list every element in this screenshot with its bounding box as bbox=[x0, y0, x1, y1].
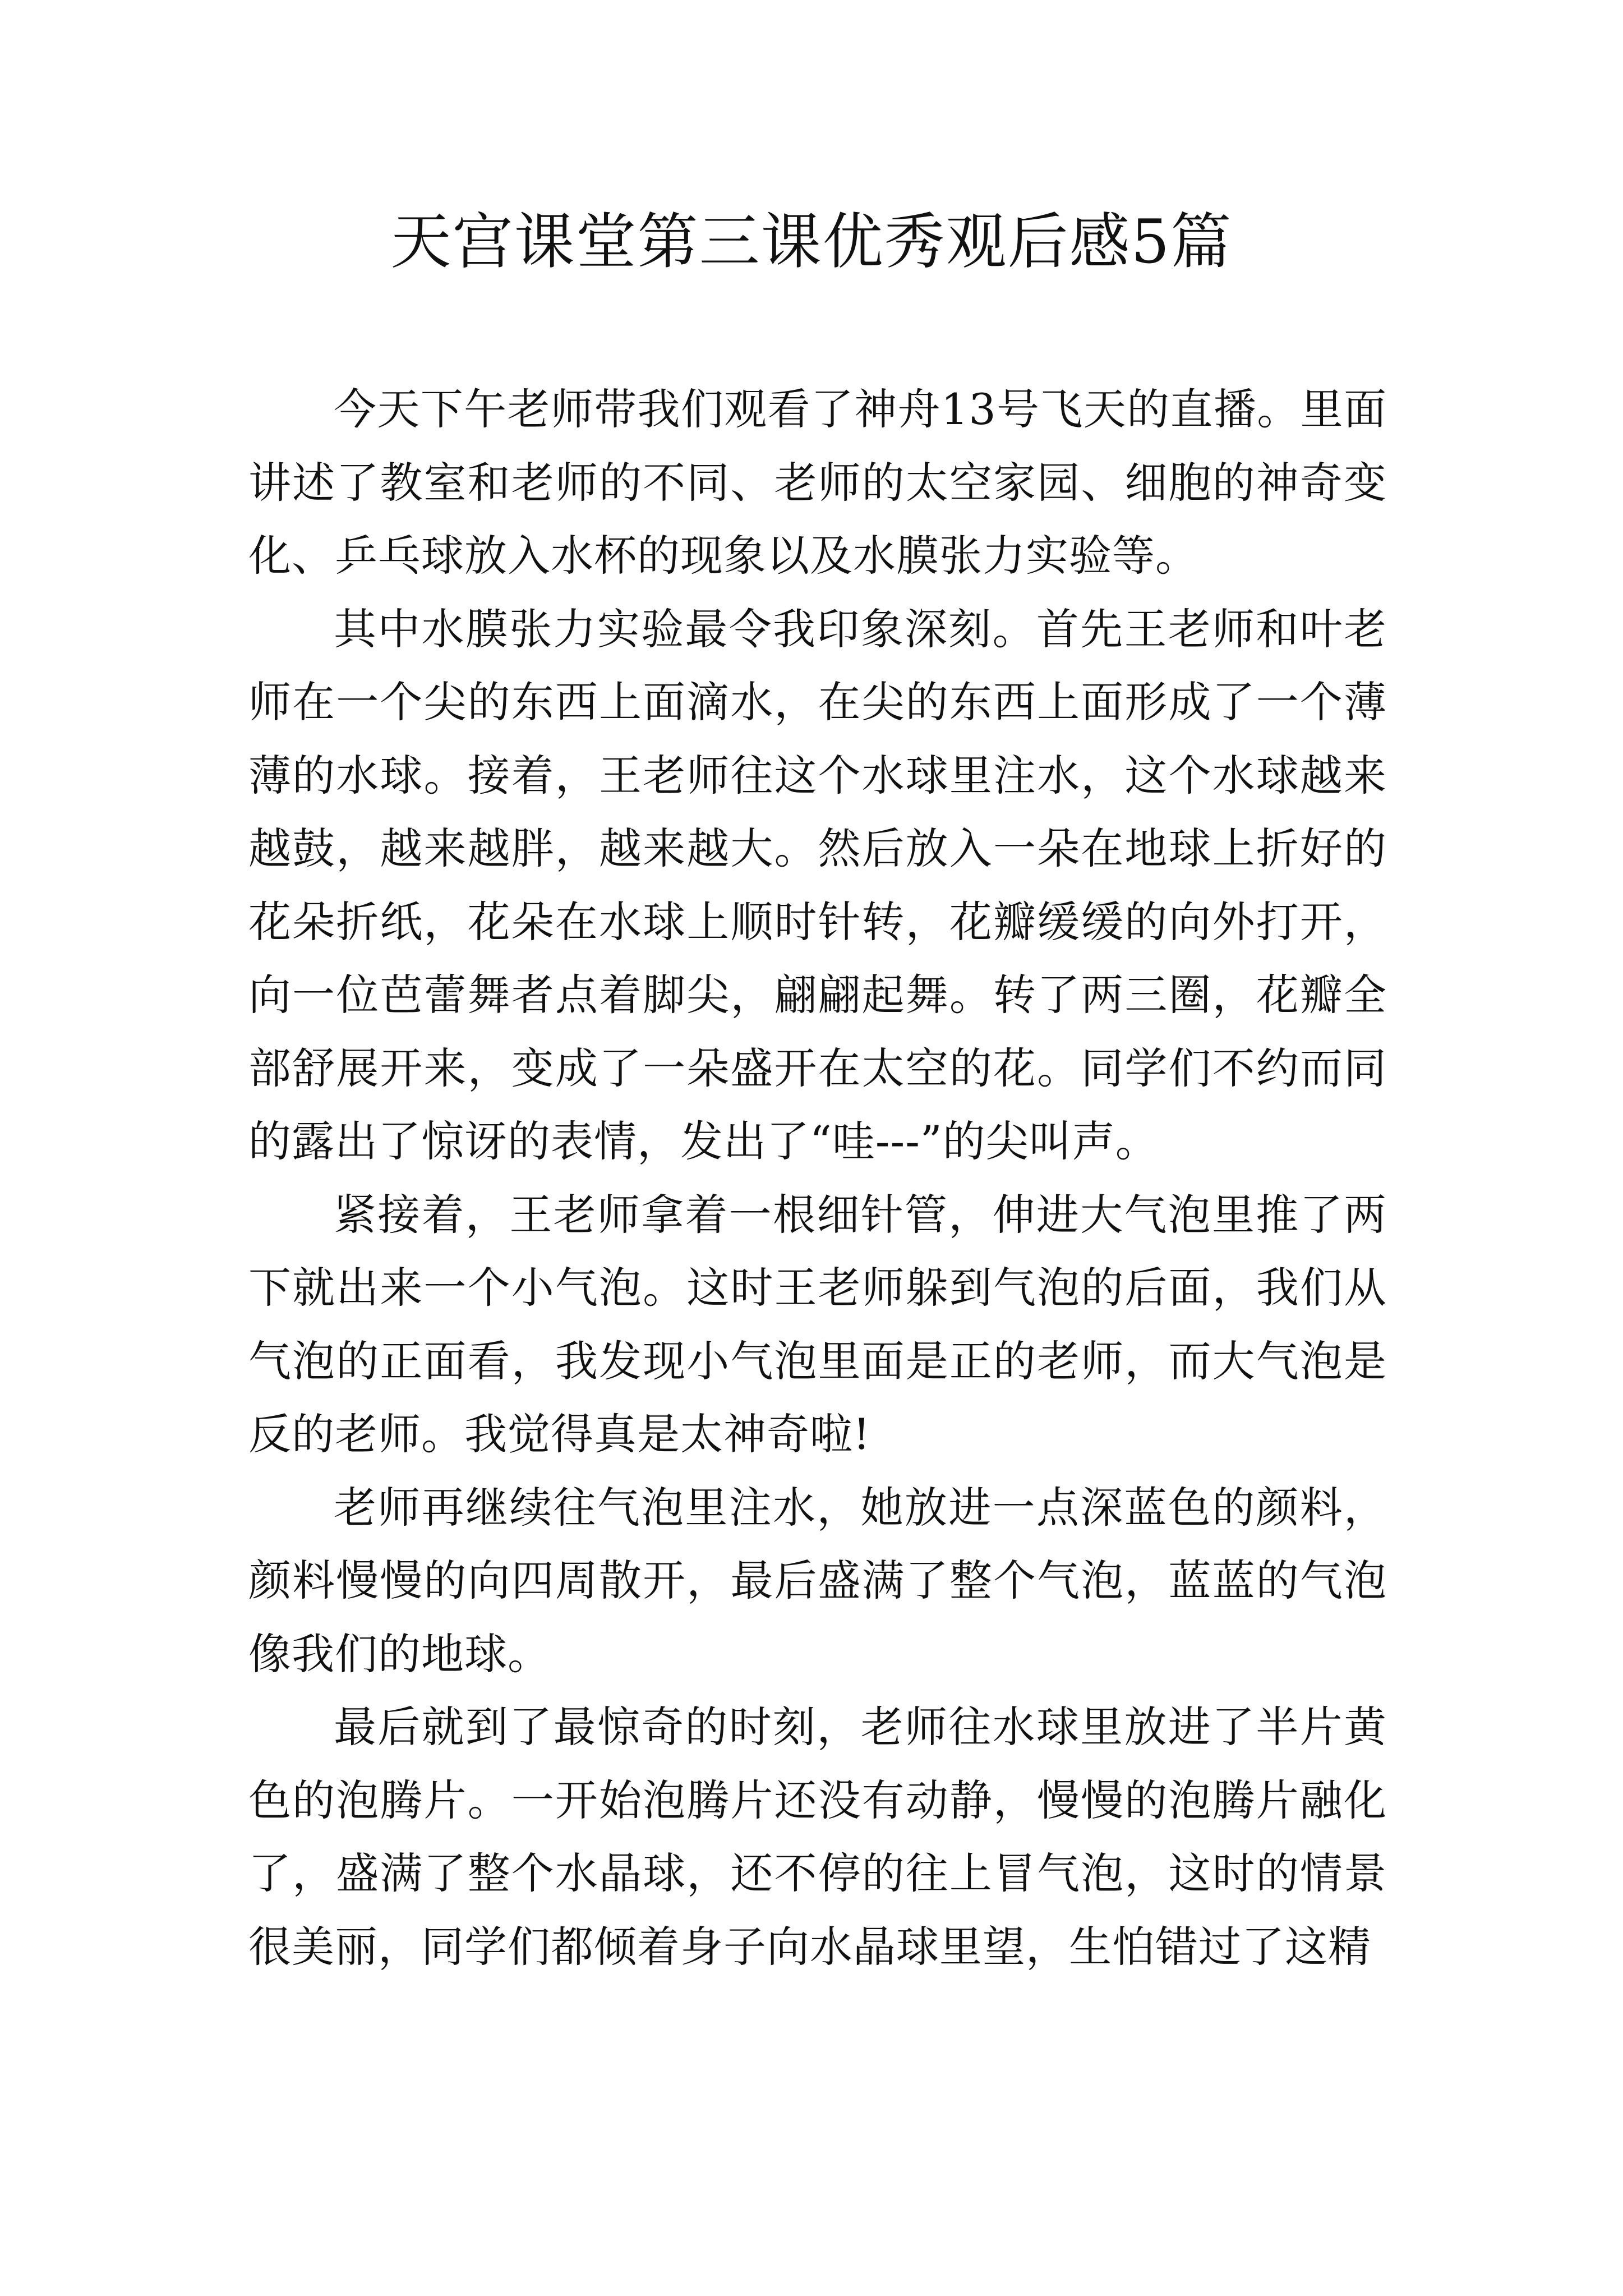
paragraph: 紧接着，王老师拿着一根细针管，伸进大气泡里推了两下就出来一个小气泡。这时王老师躲到气泡的后面，我们从气泡的正面看，我发现小气泡里面是正的老师，而大气泡是反的老师。我觉得真是太神奇啦! bbox=[248, 1189, 1387, 1459]
paragraph: 老师再继续往气泡里注水，她放进一点深蓝色的颜料，颜料慢慢的向四周散开，最后盛满了整个气泡，蓝蓝的气泡像我们的地球。 bbox=[248, 1482, 1387, 1679]
paragraph: 今天下午老师带我们观看了神舟13号飞天的直播。里面讲述了教室和老师的不同、老师的太空家园、细胞的神奇变化、乒乓球放入水杯的现象以及水膜张力实验等。 bbox=[248, 384, 1387, 581]
paragraph: 最后就到了最惊奇的时刻，老师往水球里放进了半片黄色的泡腾片。一开始泡腾片还没有动静，慢慢的泡腾片融化了，盛满了整个水晶球，还不停的往上冒气泡，这时的情景很美丽，同学们都倾着身子向水晶球里望，生怕错过了这精 bbox=[248, 1702, 1387, 1972]
document-body bbox=[248, 373, 1387, 1984]
paragraph: 其中水膜张力实验最令我印象深刻。首先王老师和叶老师在一个尖的东西上面滴水，在尖的东西上面形成了一个薄薄的水球。接着，王老师往这个水球里注水，这个水球越来越鼓，越来越胖，越来越大。然后放入一朵在地球上折好的花朵折纸，花朵在水球上顺时针转，花瓣缓缓的向外打开，向一位芭蕾舞者点着脚尖，翩翩起舞。转了两三圈，花瓣全部舒展开来，变成了一朵盛开在太空的花。同学们不约而同的露出了惊讶的表情，发出了“哇---”的尖叫声。 bbox=[248, 604, 1387, 1166]
document-title: 天宫课堂第三课优秀观后感5篇 bbox=[390, 207, 1233, 277]
